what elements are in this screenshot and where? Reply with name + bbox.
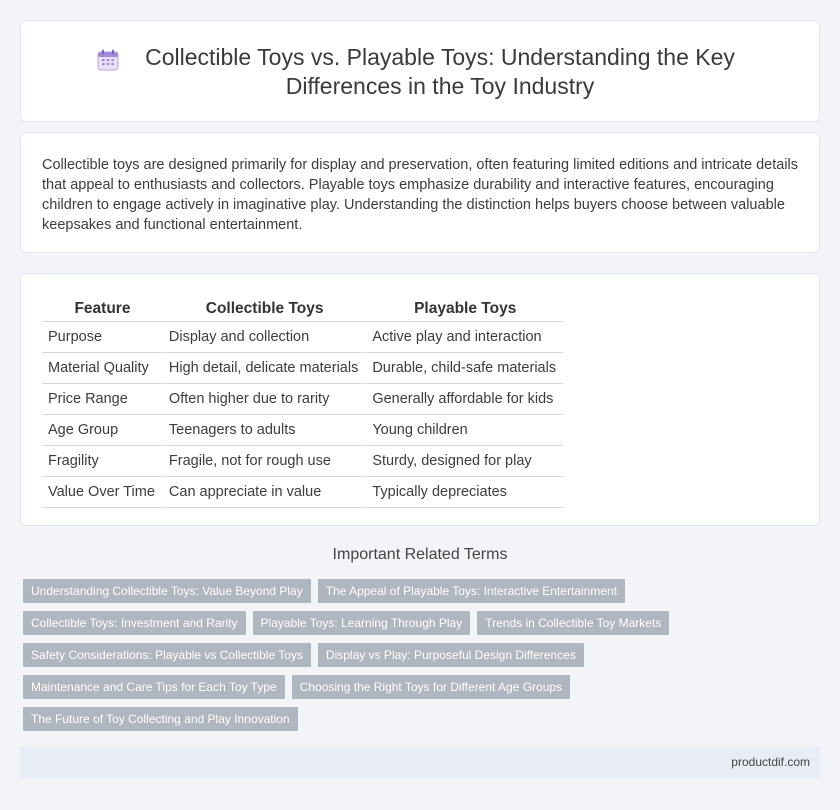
table-cell: Teenagers to adults xyxy=(163,415,366,446)
table-row xyxy=(42,477,564,508)
tag-row xyxy=(23,675,803,699)
table-cell: High detail, delicate materials xyxy=(163,353,366,384)
tag-row xyxy=(23,611,803,635)
column-header-feature: Feature xyxy=(42,296,163,322)
table-cell: Material Quality xyxy=(42,353,163,384)
related-term-link[interactable]: The Appeal of Playable Toys: Interactive Entertainment xyxy=(318,579,625,603)
tag-row xyxy=(23,643,803,667)
table-cell: Can appreciate in value xyxy=(163,477,366,508)
related-term-link[interactable]: Maintenance and Care Tips for Each Toy Type xyxy=(23,675,285,699)
related-term-link[interactable]: Understanding Collectible Toys: Value Beyond Play xyxy=(23,579,311,603)
related-terms-list xyxy=(23,579,803,739)
table-cell: Active play and interaction xyxy=(366,322,564,353)
table-header-row xyxy=(42,296,564,322)
related-term-link[interactable]: Collectible Toys: Investment and Rarity xyxy=(23,611,246,635)
comparison-card xyxy=(20,273,820,526)
table-cell: Age Group xyxy=(42,415,163,446)
intro-paragraph: Collectible toys are designed primarily for display and preservation, often featuring limited editions and intricate details that appeal to enthusiasts and collectors. Playable toys emphasize durability and interactive features, encouraging children to engage actively in imaginative play. Understanding the distinction helps buyers choose between valuable keepsakes and functional entertainment. xyxy=(42,157,799,233)
table-cell: Purpose xyxy=(42,322,163,353)
tag-row xyxy=(23,579,803,603)
related-term-link[interactable]: Display vs Play: Purposeful Design Differences xyxy=(318,643,584,667)
table-row xyxy=(42,384,564,415)
related-term-link[interactable]: Safety Considerations: Playable vs Collectible Toys xyxy=(23,643,311,667)
related-term-link[interactable]: Trends in Collectible Toy Markets xyxy=(477,611,669,635)
page-title: Collectible Toys vs. Playable Toys: Understanding the Key Differences in the Toy Industry xyxy=(145,44,735,99)
footer-bar xyxy=(20,746,820,778)
table-cell: Fragile, not for rough use xyxy=(163,446,366,477)
related-term-link[interactable]: The Future of Toy Collecting and Play Innovation xyxy=(23,707,298,731)
table-cell: Generally affordable for kids xyxy=(366,384,564,415)
table-cell: Typically depreciates xyxy=(366,477,564,508)
related-term-link[interactable]: Choosing the Right Toys for Different Age Groups xyxy=(292,675,570,699)
table-cell: Value Over Time xyxy=(42,477,163,508)
table-row xyxy=(42,415,564,446)
intro-card xyxy=(20,132,820,253)
column-header-playable: Playable Toys xyxy=(366,296,564,322)
comparison-table xyxy=(42,296,564,508)
table-cell: Often higher due to rarity xyxy=(163,384,366,415)
table-row xyxy=(42,446,564,477)
table-cell: Durable, child-safe materials xyxy=(366,353,564,384)
table-row xyxy=(42,322,564,353)
column-header-collectible: Collectible Toys xyxy=(163,296,366,322)
table-cell: Young children xyxy=(366,415,564,446)
table-cell: Display and collection xyxy=(163,322,366,353)
tag-row xyxy=(23,707,803,731)
related-term-link[interactable]: Playable Toys: Learning Through Play xyxy=(253,611,471,635)
footer-site-link[interactable]: productdif.com xyxy=(731,755,810,769)
related-terms-heading: Important Related Terms xyxy=(332,546,508,563)
table-row xyxy=(42,353,564,384)
table-cell: Fragility xyxy=(42,446,163,477)
header-card xyxy=(20,20,820,122)
table-cell: Sturdy, designed for play xyxy=(366,446,564,477)
table-cell: Price Range xyxy=(42,384,163,415)
